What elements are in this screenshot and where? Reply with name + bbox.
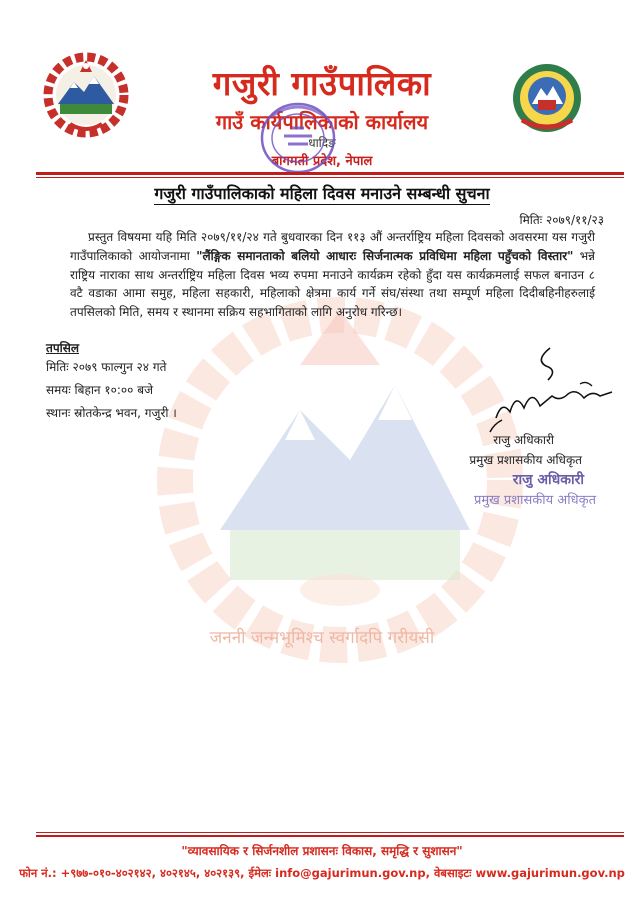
- detail-date: मितिः २०७९ फाल्गुन २४ गते: [46, 360, 167, 374]
- notice-date: मितिः २०७९/११/२३: [519, 213, 604, 227]
- handwritten-signature: [480, 340, 630, 440]
- watermark-motto: जननी जन्मभूमिश्च स्वर्गादपि गरीयसी: [209, 628, 435, 648]
- contact-phones: फोन नं.: +९७७-०१०-४०२१४२, ४०२१४५, ४०२१३९, ईमेलः: [19, 866, 276, 880]
- header-divider-thin: [36, 177, 624, 178]
- footer-contact: [0, 866, 644, 881]
- organization-name: गजुरी गाउँपालिका: [212, 64, 432, 103]
- header-divider: [36, 172, 624, 175]
- office-stamp: [254, 96, 342, 180]
- footer-slogan: "व्यावसायिक र सिर्जनशील प्रशासनः विकास, समृद्धि र सुशासन": [181, 844, 463, 858]
- seal-name: राजु अधिकारी: [512, 472, 584, 488]
- notice-slogan: "लैंङ्गिक समानताको बलियो आधारः सिर्जनात्मक प्रविधिमा महिला पहुँचको विस्तार": [196, 248, 574, 263]
- footer-divider: [36, 832, 624, 833]
- notice-subject-text: गजुरी गाउँपालिकाको महिला दिवस मनाउने सम्बन्धी सुचना: [154, 184, 490, 203]
- signer-name: राजु अधिकारी: [493, 433, 554, 447]
- office-name: गाउँ कार्यपालिकाको कार्यालय: [215, 110, 429, 134]
- address: बागमती प्रदेश, नेपाल: [271, 154, 373, 169]
- seal-title: प्रमुख प्रशासकीय अधिकृत: [473, 493, 596, 508]
- footer-divider-thick: [36, 835, 624, 837]
- notice-body: [70, 228, 595, 322]
- notice-body-part1: प्रस्तुत विषयमा यहि मिति २०७९/११/२४ गते बुधवारका दिन ११३ औं अन्तर्राष्ट्रिय महिला दिवसको अवसरमा यस गजुरी गाउँपालिकाको आयोजनामा: [70, 230, 595, 263]
- details-heading: तपसिल: [46, 341, 80, 355]
- district-name: धादिङ: [308, 136, 336, 150]
- contact-website[interactable]: www.gajurimun.gov.np: [475, 866, 625, 880]
- notice-body-part2: भन्ने राष्ट्रिय नाराका साथ अन्तर्राष्ट्रिय महिला दिवस भव्य रुपमा मनाउने कार्यक्रम रहेको हुँदा यस कार्यक्रमलाई सफल बनाउन ८ वटै वडाका आमा समुह, महिला सहकारी, महिलाको क्षेत्रमा कार्य गर्ने संघ/संस्था तथा सम्पूर्ण महिला दिदीबहिनीहरुलाई तपसिलको मिति, समय र स्थानमा सक्रिय सहभागिताको लागि अनुरोध गरिन्छ।: [70, 248, 595, 320]
- detail-venue: स्थानः स्रोतकेन्द्र भवन, गजुरी ।: [46, 406, 177, 420]
- notice-subject: [0, 182, 644, 204]
- detail-time: समयः बिहान १०:०० बजे: [46, 383, 153, 397]
- contact-email[interactable]: info@gajurimun.gov.np: [275, 866, 426, 880]
- signer-title: प्रमुख प्रशासकीय अधिकृत: [469, 453, 582, 467]
- contact-website-label: , वेबसाइटः: [425, 866, 476, 880]
